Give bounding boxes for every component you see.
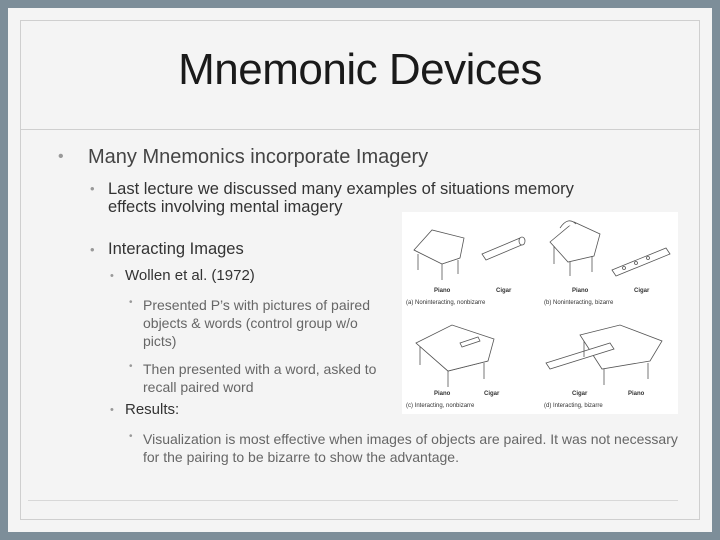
bullet-dot: • bbox=[129, 361, 133, 372]
bullet-wollen: Wollen et al. (1972) bbox=[125, 267, 255, 284]
label-piano: Piano bbox=[628, 391, 645, 397]
piano-and-cigar-drawing bbox=[540, 212, 678, 313]
panel-caption: (b) Noninteracting, bizarre bbox=[544, 300, 614, 306]
label-piano: Piano bbox=[572, 288, 589, 294]
panel-caption: (a) Noninteracting, nonbizarre bbox=[406, 300, 486, 306]
figure-panel-c bbox=[402, 313, 540, 414]
bullet-results: Results: bbox=[125, 401, 180, 418]
figure-panel-b bbox=[540, 212, 678, 313]
bullet-dot: • bbox=[129, 431, 133, 442]
bullet-dot: • bbox=[110, 270, 114, 282]
bullet-many-mnemonics: Many Mnemonics incorporate Imagery bbox=[88, 146, 429, 168]
slide-title: Mnemonic Devices bbox=[178, 44, 542, 94]
label-piano: Piano bbox=[434, 391, 451, 397]
label-cigar: Cigar bbox=[496, 288, 512, 294]
bullet-dot: • bbox=[110, 404, 114, 416]
piano-and-cigar-drawing bbox=[402, 313, 540, 414]
bullet-visualization: Visualization is most effective when images of objects are paired. It was not necessary for the pairing to be bizarre to show the advantage. bbox=[143, 431, 678, 466]
label-cigar: Cigar bbox=[572, 391, 588, 397]
panel-caption: (c) Interacting, nonbizarre bbox=[406, 403, 475, 409]
label-cigar: Cigar bbox=[634, 288, 650, 294]
label-cigar: Cigar bbox=[484, 391, 500, 397]
wollen-figure bbox=[402, 212, 678, 414]
bullet-dot: • bbox=[90, 242, 95, 257]
bullet-dot: • bbox=[90, 181, 95, 196]
title-band bbox=[20, 20, 700, 130]
bullet-presented: Presented P’s with pictures of paired objects & words (control group w/o picts) bbox=[143, 297, 370, 350]
bottom-divider bbox=[28, 500, 678, 501]
bullet-dot: • bbox=[58, 148, 64, 165]
panel-caption: (d) Interacting, bizarre bbox=[544, 403, 603, 409]
bullet-last-lecture: Last lecture we discussed many examples of situations memory effects involving mental imagery bbox=[108, 180, 574, 217]
bullet-interacting-images: Interacting Images bbox=[108, 240, 244, 258]
figure-panel-a bbox=[402, 212, 540, 313]
piano-and-cigar-drawing bbox=[402, 212, 540, 313]
figure-panel-d bbox=[540, 313, 678, 414]
piano-and-cigar-drawing bbox=[540, 313, 678, 414]
bullet-then-presented: Then presented with a word, asked to recall paired word bbox=[143, 361, 377, 396]
bullet-dot: • bbox=[129, 297, 133, 308]
label-piano: Piano bbox=[434, 288, 451, 294]
